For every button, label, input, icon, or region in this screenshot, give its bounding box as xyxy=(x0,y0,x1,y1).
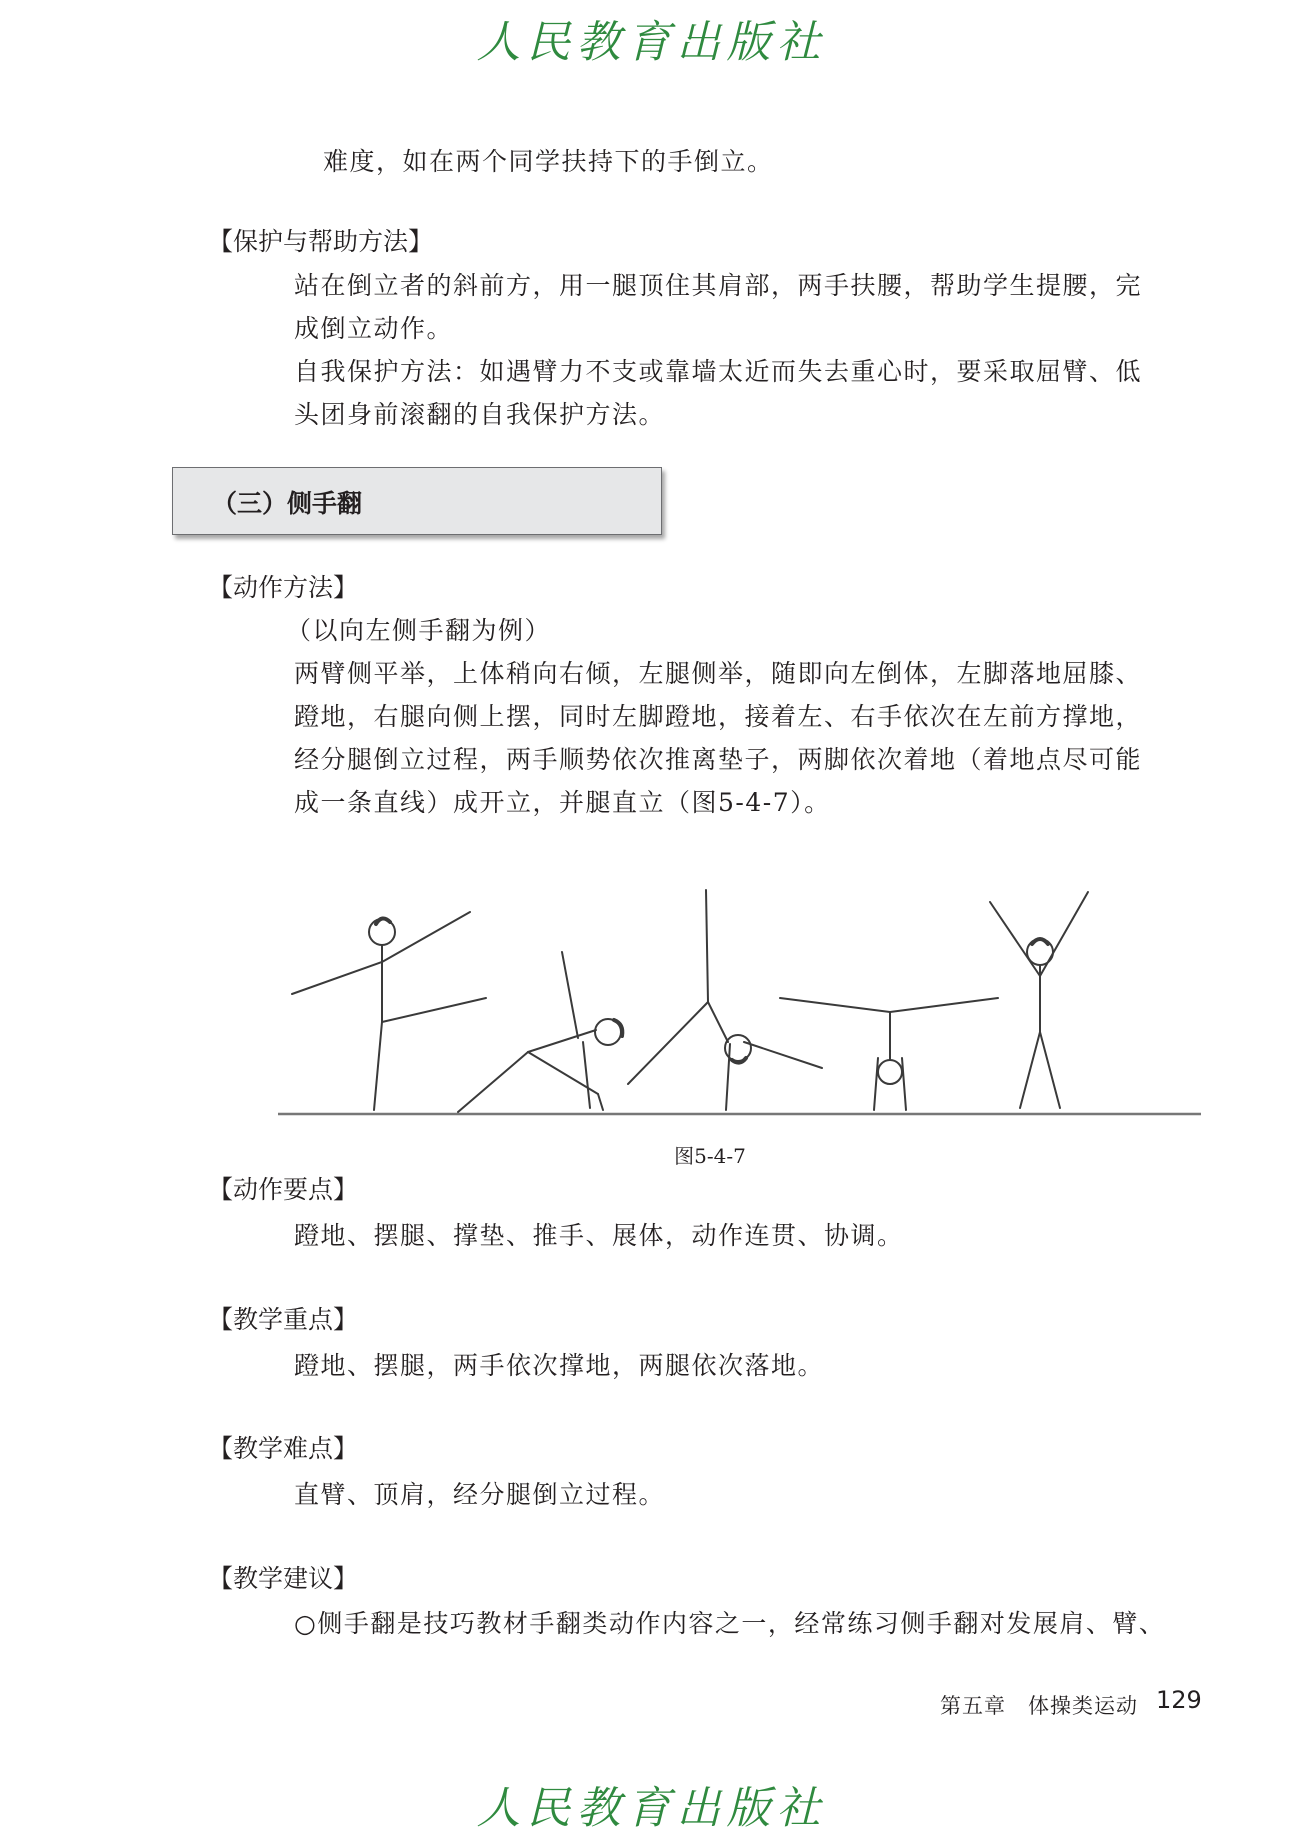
keypoints-heading: 【动作要点】 xyxy=(208,1175,359,1204)
method-note: （以向左侧手翻为例） xyxy=(286,616,552,645)
section-title: （三）侧手翻 xyxy=(212,489,363,518)
method-line: 两臂侧平举，上体稍向右倾，左腿侧举，随即向左倒体，左脚落地屈膝、 xyxy=(294,659,1143,688)
protect-line: 成倒立动作。 xyxy=(294,314,454,343)
method-line: 经分腿倒立过程，两手顺势依次推离垫子，两脚依次着地（着地点尽可能 xyxy=(294,745,1143,774)
page-number: 129 xyxy=(1156,1686,1202,1714)
protect-line: 自我保护方法：如遇臂力不支或靠墙太近而失去重心时，要采取屈臂、低 xyxy=(294,357,1143,386)
protect-line: 头团身前滚翻的自我保护方法。 xyxy=(294,400,666,429)
difficulty-text: 直臂、顶肩，经分腿倒立过程。 xyxy=(294,1480,666,1509)
gymnast-pose-4 xyxy=(780,998,998,1110)
cartwheel-figure xyxy=(278,872,1201,1122)
intro-line: 难度，如在两个同学扶持下的手倒立。 xyxy=(323,147,774,176)
gymnast-pose-5 xyxy=(990,892,1088,1108)
method-line: 成一条直线）成开立，并腿直立（图5-4-7）。 xyxy=(294,788,831,817)
suggestion-heading: 【教学建议】 xyxy=(208,1564,359,1593)
method-body xyxy=(294,652,1142,824)
focus-text: 蹬地、摆腿，两手依次撑地，两腿依次落地。 xyxy=(294,1351,825,1380)
publisher-logo-bottom: 人民教育出版社 xyxy=(476,1783,827,1834)
keypoints-text: 蹬地、摆腿、撑垫、推手、展体，动作连贯、协调。 xyxy=(294,1221,904,1250)
protect-line: 站在倒立者的斜前方，用一腿顶住其肩部，两手扶腰，帮助学生提腰，完 xyxy=(294,271,1143,300)
protect-heading: 【保护与帮助方法】 xyxy=(208,227,434,256)
gymnast-pose-1 xyxy=(292,912,486,1110)
method-line: 蹬地，右腿向侧上摆，同时左脚蹬地，接着左、右手依次在左前方撑地， xyxy=(294,702,1143,731)
publisher-logo-top: 人民教育出版社 xyxy=(476,17,827,68)
protect-body xyxy=(294,264,1142,436)
method-heading: 【动作方法】 xyxy=(208,573,359,602)
figure-caption: 图5-4-7 xyxy=(674,1144,746,1168)
suggestion-text: ○侧手翻是技巧教材手翻类动作内容之一，经常练习侧手翻对发展肩、臂、 xyxy=(294,1609,1166,1638)
focus-heading: 【教学重点】 xyxy=(208,1305,359,1334)
difficulty-heading: 【教学难点】 xyxy=(208,1434,359,1463)
gymnast-pose-2 xyxy=(458,952,622,1112)
footer-chapter: 第五章 体操类运动 xyxy=(940,1694,1138,1718)
